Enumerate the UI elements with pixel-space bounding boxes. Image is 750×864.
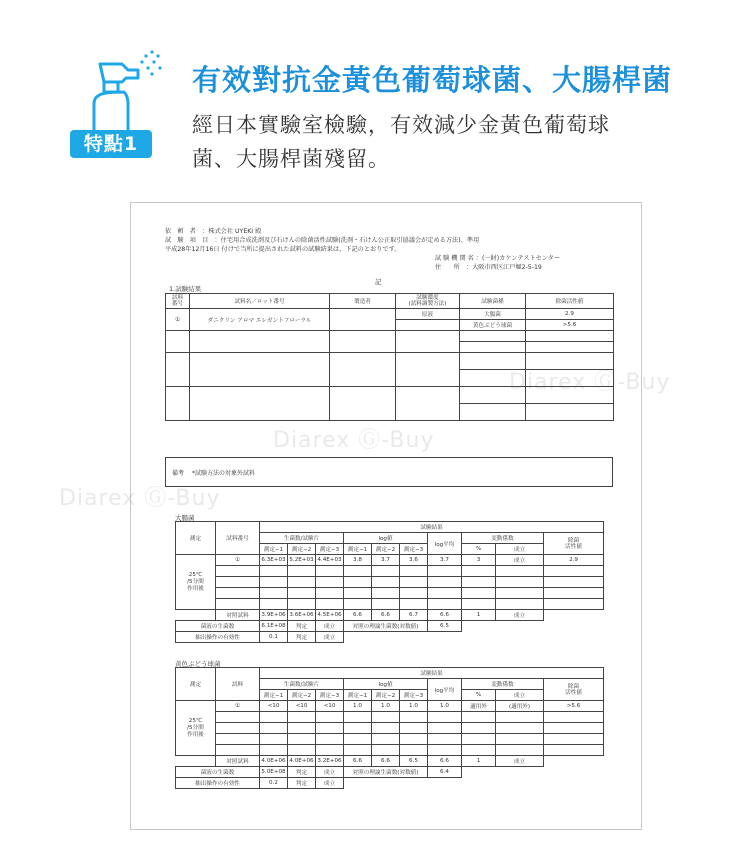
staph-cell: >5.6 (544, 701, 604, 712)
staph-ctrl: 6.6 (372, 756, 400, 767)
feature-badge: 特點1 (70, 130, 152, 158)
staph-ctrl: 6.6 (428, 756, 462, 767)
ecoli-cell: 2.9 (544, 555, 604, 566)
staph-extract: 0.2 (260, 778, 288, 789)
staph-sub: 測定−1 (344, 690, 372, 701)
ecoli-cell: 成立 (496, 555, 544, 566)
section-results-label: 1.試験結果 (169, 285, 202, 293)
ecoli-extract: 抽出操作の有効性 (176, 632, 260, 643)
watermark: Diarex Ⓖ-Buy (59, 486, 221, 511)
ecoli-cell: 3.8 (344, 555, 372, 566)
staph-sub: 成立 (496, 690, 544, 701)
ecoli-ctrl: 3.6E+06 (288, 610, 316, 621)
ecoli-h-kill: 除菌 活性値 (544, 533, 604, 555)
ecoli-cell: 3.7 (372, 555, 400, 566)
staph-cell: <10 (260, 701, 288, 712)
staph-ctrl: 6.5 (400, 756, 428, 767)
col-maker: 製造者 (330, 294, 396, 309)
ecoli-sub: 成立 (496, 544, 544, 555)
ecoli-cell: 4.4E+03 (316, 555, 344, 566)
report-meta (165, 227, 625, 272)
staph-cell: <10 (316, 701, 344, 712)
ecoli-cell: 6.3E+03 (260, 555, 288, 566)
ecoli-inoc: 成立 (316, 621, 344, 632)
ecoli-extract: 判定 (288, 632, 316, 643)
col-sample-no: 試料 番号 (166, 294, 190, 309)
ecoli-sub: 測定−1 (260, 544, 288, 555)
staph-ctrl: 6.6 (344, 756, 372, 767)
remarks-text: *試験方法の対象外試料 (192, 470, 256, 477)
ecoli-inoc: 6.5 (428, 621, 462, 632)
ecoli-ctrl: 1 (462, 610, 496, 621)
ecoli-ctrl: 6.6 (344, 610, 372, 621)
remarks-box (165, 457, 613, 487)
staph-h-logavg: log平均 (428, 679, 462, 701)
staph-cell: 1.0 (400, 701, 428, 712)
feature-header (0, 0, 750, 190)
staph-sub: 測定−3 (316, 690, 344, 701)
staph-ctrl: 4.0E+06 (260, 756, 288, 767)
staph-sub: 測定−2 (288, 690, 316, 701)
ecoli-ctrl: 6.7 (400, 610, 428, 621)
ecoli-sub: 測定−3 (316, 544, 344, 555)
description-line-2: 菌、大腸桿菌殘留。 (192, 147, 390, 171)
ecoli-h-logavg: log平均 (428, 533, 462, 555)
ecoli-ctrl: 6.6 (372, 610, 400, 621)
bacteria-ecoli: 大腸菌 (460, 309, 526, 320)
bacteria-staph: 黄色ぶどう球菌 (460, 320, 526, 331)
sample-no: ① (166, 309, 190, 331)
col-concentration: 試験濃度 (試料調製方法) (396, 294, 460, 309)
staph-condition: 25℃ /5分間 作用後 (176, 701, 216, 756)
watermark: Diarex Ⓖ-Buy (273, 428, 435, 453)
staph-ctrl: 対照試料 (216, 756, 260, 767)
ecoli-h-sample: 試料番号 (216, 522, 260, 555)
ecoli-label: 大腸菌 (175, 514, 195, 522)
ecoli-cell: 3.7 (428, 555, 462, 566)
ecoli-inoc: 6.1E+08 (260, 621, 288, 632)
ecoli-ctrl: 成立 (496, 610, 544, 621)
col-sample-name: 試料名／ロット番号 (190, 294, 330, 309)
ecoli-cell: 5.2E+03 (288, 555, 316, 566)
staph-h-count: 生菌数/試験片 (260, 679, 344, 690)
staph-ctrl: 3.2E+06 (316, 756, 344, 767)
ecoli-extract: 0.1 (260, 632, 288, 643)
report-ki: 記 (375, 278, 382, 286)
meta-test-item: 試 験 項 目 ：住宅用合成洗剤及び石けんの除菌活性試験(洗剤・石けん公正取引協議会が定める方法)、準用 (165, 237, 480, 244)
ecoli-inoc: 菌液の生菌数 (176, 621, 260, 632)
ecoli-sub: 測定−2 (372, 544, 400, 555)
staph-ctrl: 4.0E+06 (288, 756, 316, 767)
watermark: Diarex Ⓖ-Buy (509, 370, 671, 395)
staph-inoc: 成立 (316, 767, 344, 778)
ecoli-inoc: 対照の理論生菌数(対数値) (344, 621, 428, 632)
staph-cell: 適用外 (462, 701, 496, 712)
staph-extract: 判定 (288, 778, 316, 789)
ecoli-h-measure: 測定 (176, 522, 216, 555)
ecoli-sub: % (462, 544, 496, 555)
sample-conc: 原液 (396, 309, 460, 320)
ecoli-ctrl: 4.5E+06 (316, 610, 344, 621)
ecoli-extract: 成立 (316, 632, 344, 643)
staph-sub: 測定−3 (400, 690, 428, 701)
staph-ctrl: 1 (462, 756, 496, 767)
meta-date: 平成28年12月16日 付けで当所に提出された試料の試験結果は、下記のとおりです。 (165, 246, 401, 253)
ecoli-table (175, 521, 604, 643)
ecoli-ctrl: 3.9E+06 (260, 610, 288, 621)
staph-extract: 抽出操作の有効性 (176, 778, 260, 789)
staph-table (175, 667, 604, 789)
ecoli-h-count: 生菌数/試験片 (260, 533, 344, 544)
ecoli-sub: 測定−3 (400, 544, 428, 555)
ecoli-inoc: 判定 (288, 621, 316, 632)
col-bacteria: 試験菌種 (460, 294, 526, 309)
col-activity: 除菌活性値 (526, 294, 614, 309)
staph-cell: 1.0 (344, 701, 372, 712)
staph-sub: 測定−1 (260, 690, 288, 701)
feature-title: 有效對抗金黃色葡萄球菌、大腸桿菌 (192, 63, 673, 97)
staph-h-var: 変動係数 (462, 679, 544, 690)
staph-label: 黄色ぶどう球菌 (175, 660, 221, 668)
staph-sub: 測定−2 (372, 690, 400, 701)
staph-extract: 成立 (316, 778, 344, 789)
sample-name: ダニクリン アロマ エレガントフローラル (190, 309, 330, 331)
staph-cell: <10 (288, 701, 316, 712)
staph-inoc: 判定 (288, 767, 316, 778)
remarks-label: 備考 (172, 470, 185, 477)
staph-h-sample: 試料 (216, 668, 260, 701)
ecoli-cell: ① (216, 555, 260, 566)
description-line-1: 經日本實驗室檢驗，有效減少金黃色葡萄球 (192, 113, 610, 137)
results-table (165, 293, 614, 421)
staph-inoc: 対照の理論生菌数(対数値) (344, 767, 428, 778)
staph-inoc: 6.4 (428, 767, 462, 778)
staph-h-measure: 測定 (176, 668, 216, 701)
staph-h-log: log値 (344, 679, 428, 690)
meta-address: 住 所 ：大阪市西区江戸堀2-5-19 (435, 264, 542, 271)
staph-sub: % (462, 690, 496, 701)
ecoli-sub: 測定−1 (344, 544, 372, 555)
ecoli-h-results: 試験結果 (260, 522, 604, 533)
test-report-document (59, 202, 671, 830)
ecoli-h-log: log値 (344, 533, 428, 544)
ecoli-ctrl: 対照試料 (216, 610, 260, 621)
staph-cell: 1.0 (372, 701, 400, 712)
meta-lab: 試 験 機 関 名 ：(一財)カケンテストセンター (435, 255, 561, 262)
ecoli-h-var: 変動係数 (462, 533, 544, 544)
ecoli-cell: 3.6 (400, 555, 428, 566)
staph-ctrl: 成立 (496, 756, 544, 767)
staph-cell: 1.0 (428, 701, 462, 712)
staph-inoc: 菌液の生菌数 (176, 767, 260, 778)
ecoli-condition: 25℃ /5分間 作用後 (176, 555, 216, 610)
staph-h-kill: 除菌 活性値 (544, 679, 604, 701)
activity-ecoli: 2.9 (526, 309, 614, 320)
ecoli-ctrl: 6.6 (428, 610, 462, 621)
feature-description (192, 108, 702, 176)
staph-cell: (適用外) (496, 701, 544, 712)
ecoli-sub: 測定−2 (288, 544, 316, 555)
staph-inoc: 5.0E+08 (260, 767, 288, 778)
staph-cell: ① (216, 701, 260, 712)
ecoli-cell: 3 (462, 555, 496, 566)
staph-h-results: 試験結果 (260, 668, 604, 679)
activity-staph: >5.6 (526, 320, 614, 331)
meta-client: 依 頼 者 ：株式会社 UYEKI 殿 (165, 228, 262, 235)
